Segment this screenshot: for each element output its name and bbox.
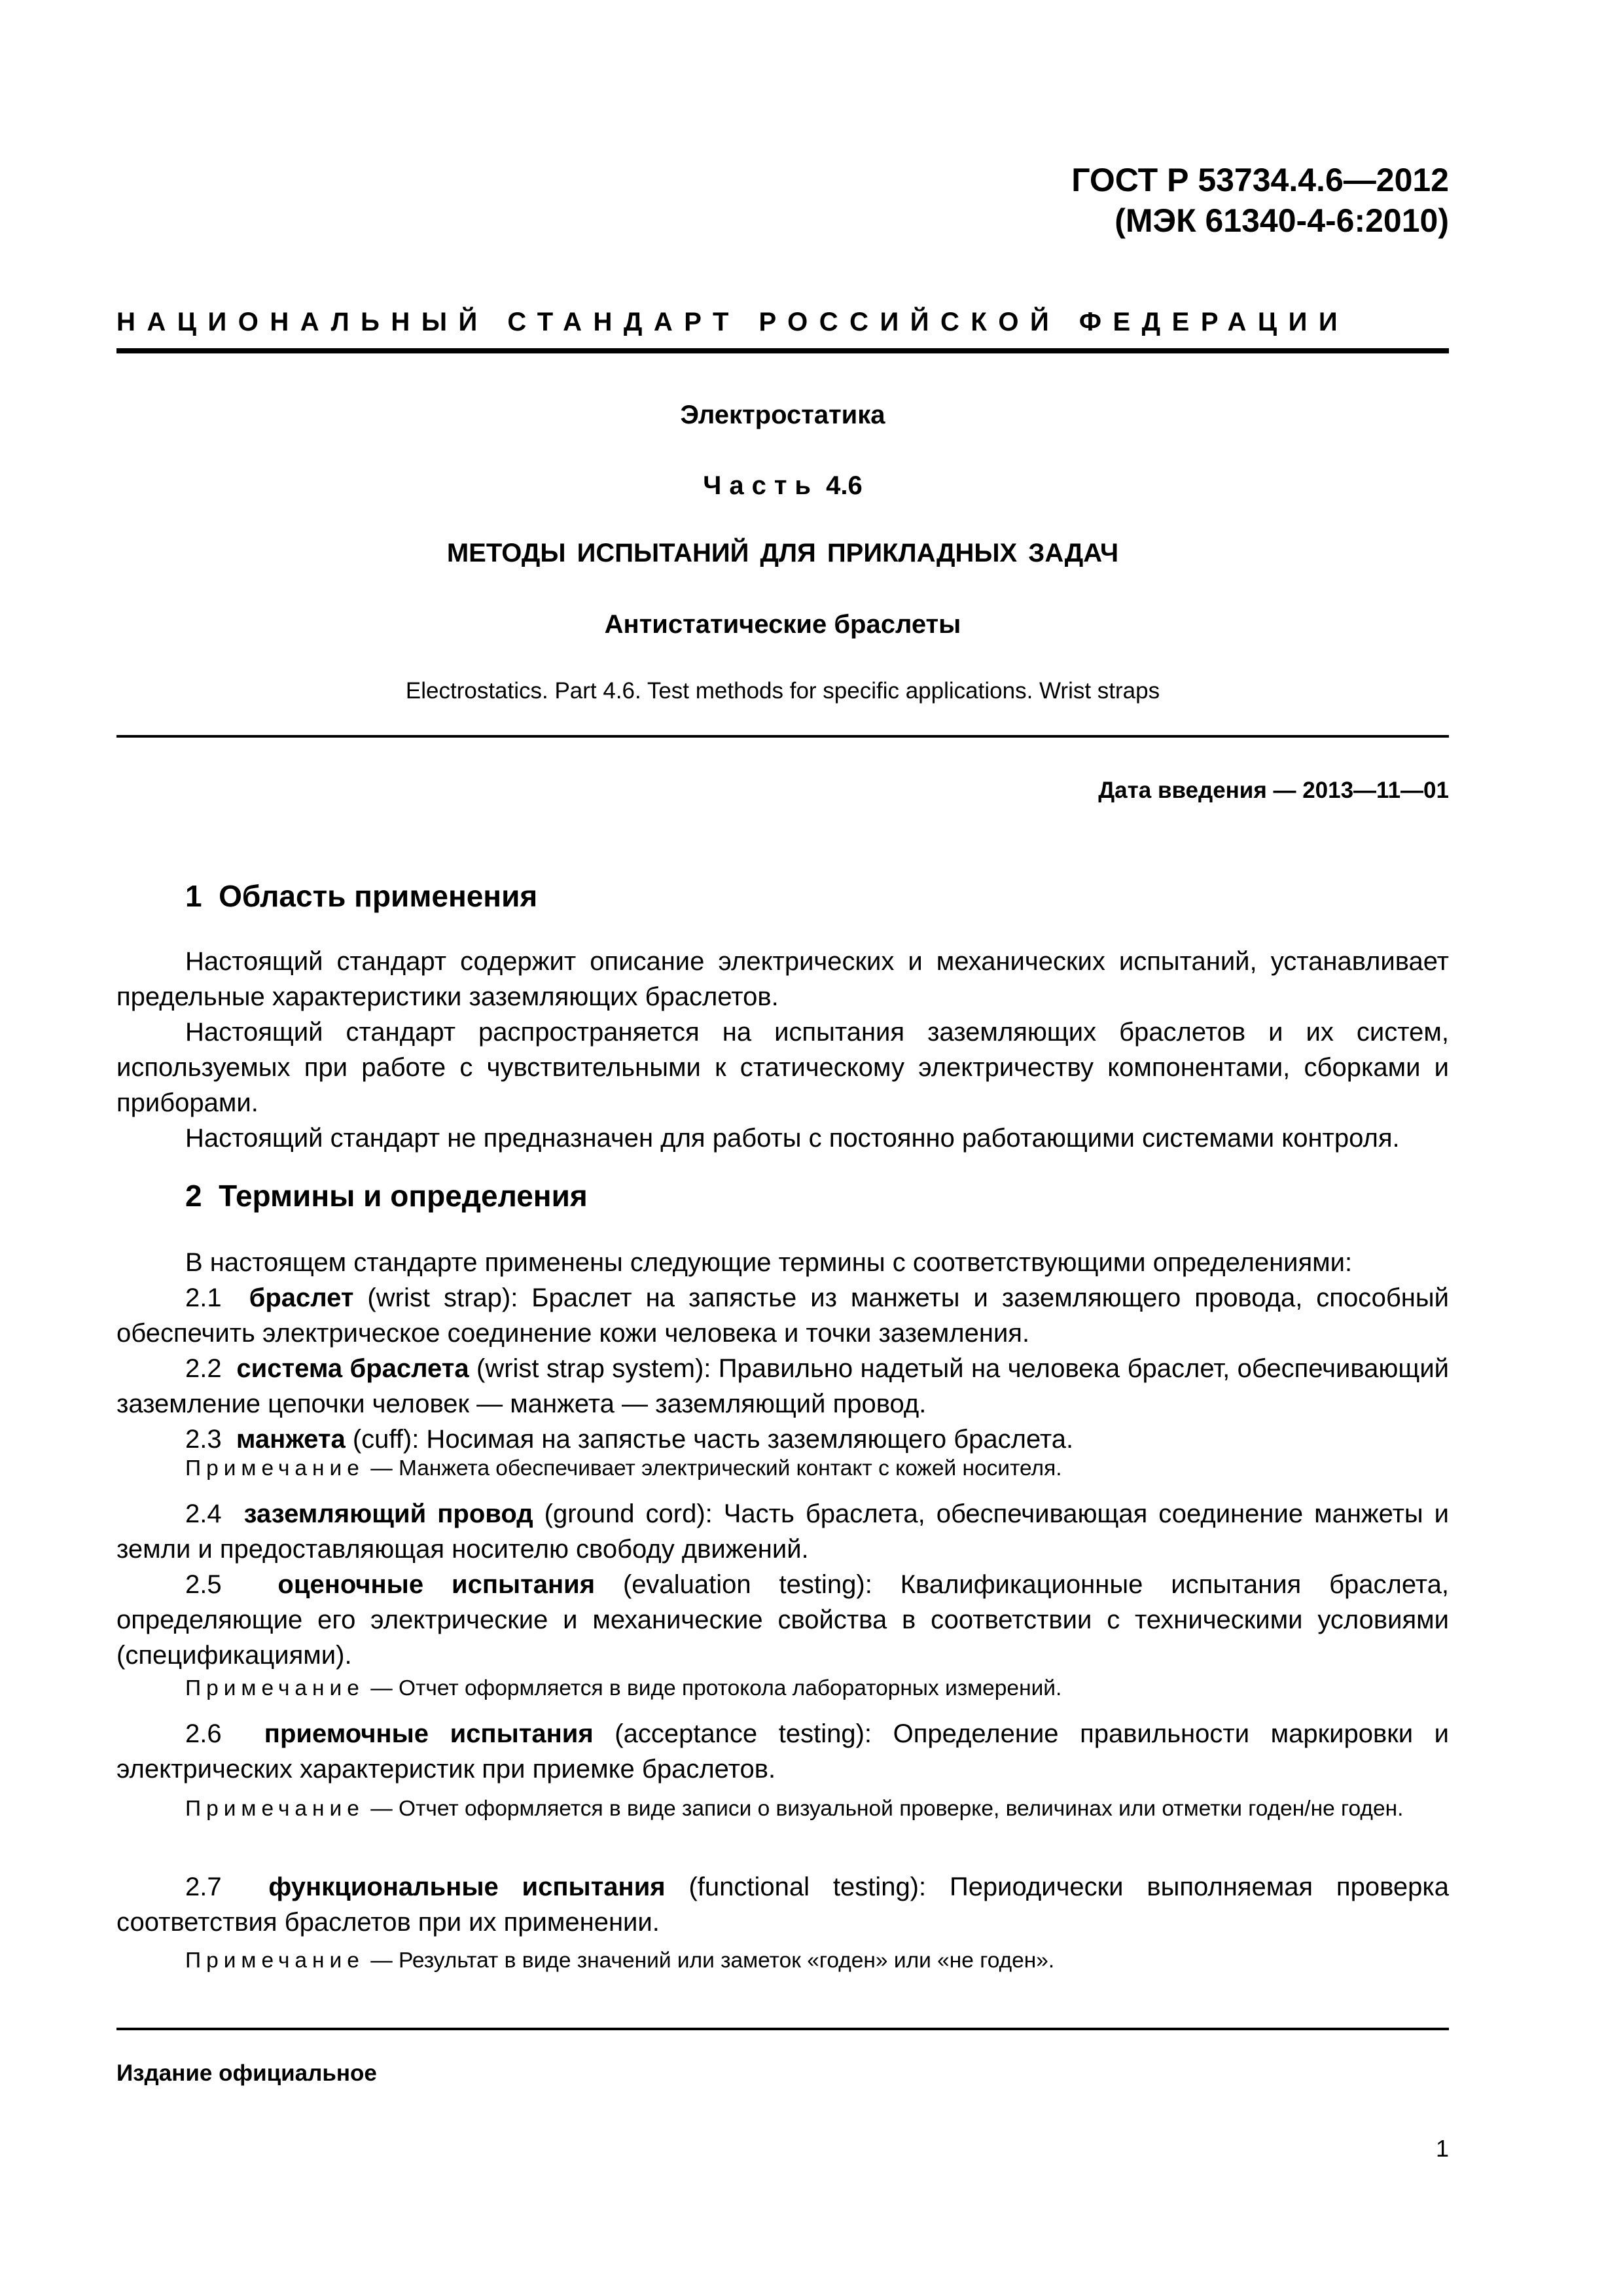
terms-2-4-2-5 <box>116 1496 1449 1673</box>
term-2-1 <box>116 1280 1449 1351</box>
note-text: — Результат в виде значений или заметок «годен» или «не годен». <box>364 1948 1055 1973</box>
term-2-6 <box>116 1716 1449 1787</box>
title-subject: Антистатические браслеты <box>604 610 961 639</box>
note-2-6 <box>116 1793 1449 1825</box>
note-text: — Отчет оформляется в виде протокола лабораторных измерений. <box>364 1676 1062 1700</box>
note-text: — Манжета обеспечивает электрический контакт с кожей носителя. <box>364 1456 1062 1480</box>
note-2-3 <box>116 1453 1449 1484</box>
term-name: функциональные испытания <box>268 1873 666 1901</box>
header-rule <box>116 348 1449 353</box>
part-number: 4.6 <box>826 471 863 500</box>
section-1-heading: 1 Область применения <box>185 879 538 913</box>
term-name: система браслета <box>236 1354 469 1383</box>
title-methods: МЕТОДЫ ИСПЫТАНИЙ ДЛЯ ПРИКЛАДНЫХ ЗАДАЧ <box>446 539 1119 567</box>
term-name: оценочные испытания <box>277 1570 596 1599</box>
term-name: манжета <box>236 1425 346 1454</box>
section-1-body <box>116 944 1449 1156</box>
term-definition: (wrist strap): Браслет на запястье из манжеты и заземляющего провода, способный обеспечить электрическое соединение кожи человека и точки заземления. <box>116 1283 1449 1348</box>
paragraph: Настоящий стандарт распространяется на испытания заземляющих браслетов и их систем, используемых при работе с чувствительными к статическому электричеству компонентами, сборками и приборами. <box>116 1018 1449 1117</box>
title-part <box>116 471 1449 501</box>
term-name: приемочные испытания <box>264 1719 594 1748</box>
term-number: 2.4 <box>185 1499 222 1528</box>
note-label: Примечание <box>185 1797 365 1821</box>
page-number: 1 <box>1435 2135 1449 2162</box>
document-code <box>1071 160 1449 241</box>
title-english: Electrostatics. Part 4.6. Test methods for specific applications. Wrist straps <box>405 678 1160 704</box>
paragraph: Настоящий стандарт не предназначен для работы с постоянно работающими системами контроля. <box>185 1124 1400 1153</box>
title-rule <box>116 735 1449 738</box>
date-of-introduction: Дата введения — 2013—11—01 <box>1098 778 1449 803</box>
gost-number: ГОСТ Р 53734.4.6—2012 <box>1071 162 1449 198</box>
term-2-6-block <box>116 1716 1449 1787</box>
note-label: Примечание <box>185 1676 365 1700</box>
paragraph: В настоящем стандарте применены следующие термины с соответствующими определениями: <box>185 1248 1353 1277</box>
footer-rule <box>116 2028 1449 2030</box>
note-2-5 <box>116 1673 1449 1704</box>
national-standard-title: НАЦИОНАЛЬНЫЙ СТАНДАРТ РОССИЙСКОЙ ФЕДЕРАЦИИ <box>116 308 1349 336</box>
term-definition: (evaluation testing): Квалификационные испытания браслета, определяющие его электрические и механические свойства в соответствии с техническими условиями (спецификациями). <box>116 1570 1449 1670</box>
term-definition: (functional testing): Периодически выполняемая проверка соответствия браслетов при их применении. <box>116 1873 1449 1937</box>
term-name: заземляющий провод <box>243 1499 533 1528</box>
note-2-7 <box>116 1945 1449 1977</box>
term-2-7 <box>116 1869 1449 1940</box>
note-label: Примечание <box>185 1456 365 1480</box>
term-number: 2.2 <box>185 1354 222 1383</box>
term-number: 2.7 <box>185 1873 222 1901</box>
term-name: браслет <box>249 1283 354 1312</box>
section-2-heading: 2 Термины и определения <box>185 1179 588 1213</box>
term-2-5 <box>116 1567 1449 1673</box>
term-number: 2.6 <box>185 1719 222 1748</box>
term-definition: (wrist strap system): Правильно надетый на человека браслет, обеспечивающий заземление цепочки человек — манжета — заземляющий провод. <box>116 1354 1449 1418</box>
term-number: 2.1 <box>185 1283 222 1312</box>
iec-number: (МЭК 61340-4-6:2010) <box>1115 202 1449 239</box>
part-word: Часть <box>703 471 819 500</box>
term-2-4 <box>116 1496 1449 1567</box>
term-2-7-block <box>116 1869 1449 1940</box>
term-2-2 <box>116 1351 1449 1422</box>
official-edition: Издание официальное <box>116 2060 377 2086</box>
term-definition: (acceptance testing): Определение правильности маркировки и электрических характеристик при приемке браслетов. <box>116 1719 1450 1784</box>
paragraph: Настоящий стандарт содержит описание электрических и механических испытаний, устанавливает предельные характеристики заземляющих браслетов. <box>116 947 1449 1011</box>
note-label: Примечание <box>185 1948 365 1973</box>
note-text: — Отчет оформляется в виде записи о визуальной проверке, величинах или отметки годен/не годен. <box>364 1797 1404 1821</box>
term-2-3 <box>116 1422 1449 1457</box>
term-number: 2.5 <box>185 1570 222 1599</box>
title-topic: Электростатика <box>680 401 885 429</box>
term-number: 2.3 <box>185 1425 222 1454</box>
section-2-intro <box>116 1245 1449 1457</box>
term-definition: (ground cord): Часть браслета, обеспечивающая соединение манжеты и земли и предоставляющая носителю свободу движений. <box>116 1499 1450 1564</box>
term-definition: (cuff): Носимая на запястье часть заземляющего браслета. <box>345 1425 1074 1454</box>
